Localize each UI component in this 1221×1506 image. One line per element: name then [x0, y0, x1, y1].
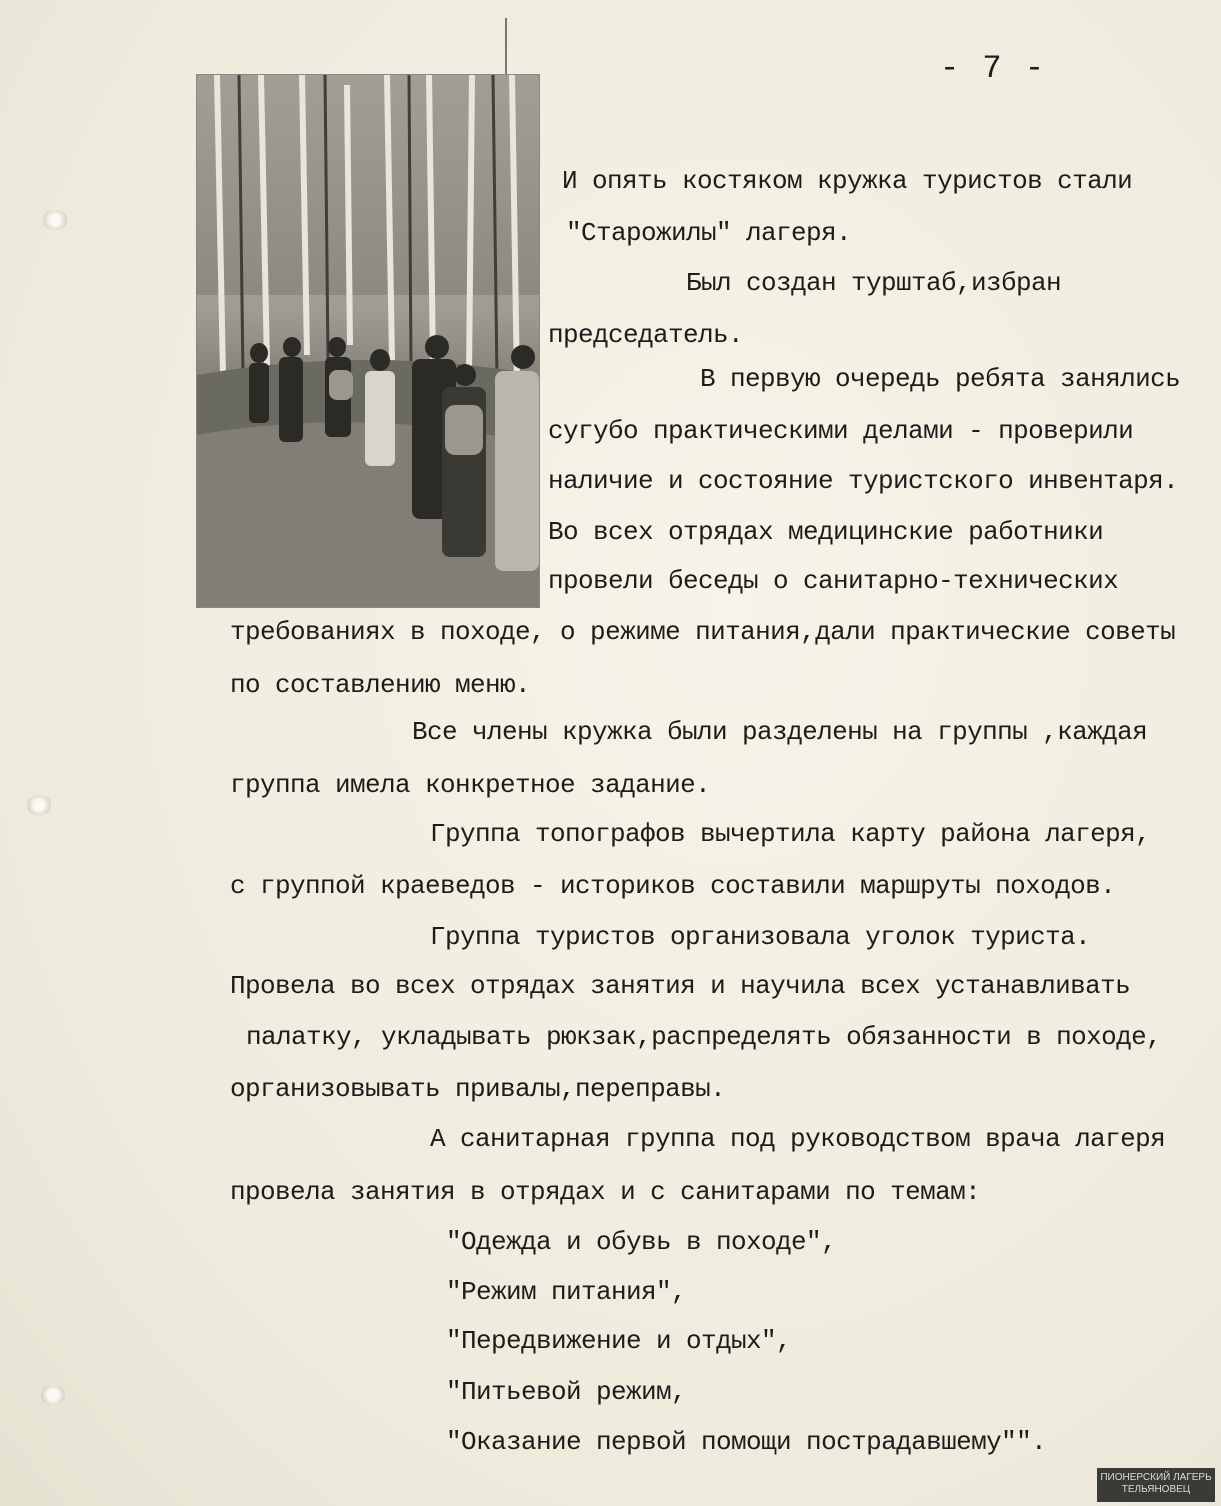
- text-line: "Питьевой режим,: [446, 1377, 687, 1407]
- stamp-line: ПИОНЕРСКИЙ ЛАГЕРЬ: [1100, 1472, 1212, 1483]
- page-number: - 7 -: [940, 50, 1047, 87]
- text-line: Все члены кружка были разделены на группы ,каждая: [412, 717, 1148, 747]
- text-line: провела занятия в отрядах и с санитарами по темам:: [230, 1177, 981, 1207]
- text-line: Во всех отрядах медицинские работники: [548, 517, 1104, 547]
- text-line: палатку, укладывать рюкзак,распределять обязанности в походе,: [246, 1022, 1162, 1052]
- text-line: "Старожилы" лагеря.: [566, 218, 852, 248]
- text-line: группа имела конкретное задание.: [230, 770, 711, 800]
- text-line: "Одежда и обувь в походе",: [446, 1227, 837, 1257]
- forest-hikers-photo: [197, 75, 539, 607]
- text-line: "Режим питания",: [446, 1277, 687, 1307]
- text-line: И опять костяком кружка туристов стали: [562, 166, 1133, 196]
- text-line: по составлению меню.: [230, 670, 531, 700]
- punch-hole: [42, 210, 68, 230]
- text-line: сугубо практическими делами - проверили: [548, 416, 1134, 446]
- text-line: Провела во всех отрядах занятия и научила всех устанавливать: [230, 971, 1131, 1001]
- archive-stamp: [1097, 1468, 1215, 1502]
- text-line: В первую очередь ребята занялись: [700, 364, 1181, 394]
- text-line: требованиях в походе, о режиме питания,дали практические советы: [230, 617, 1176, 647]
- text-line: провели беседы о санитарно-технических: [548, 566, 1119, 596]
- text-line: председатель.: [548, 320, 744, 350]
- punch-hole: [26, 795, 52, 815]
- text-line: Был создан турштаб,избран: [686, 268, 1062, 298]
- margin-mark: [505, 18, 507, 76]
- text-line: "Оказание первой помощи пострадавшему"".: [446, 1427, 1047, 1457]
- punch-hole: [40, 1385, 66, 1405]
- text-line: "Передвижение и отдых",: [446, 1326, 792, 1356]
- text-line: наличие и состояние туристского инвентаря.: [548, 466, 1179, 496]
- text-line: с группой краеведов - историков составили маршруты походов.: [230, 871, 1116, 901]
- text-line: организовывать привалы,переправы.: [230, 1074, 726, 1104]
- text-line: Группа туристов организовала уголок туриста.: [430, 922, 1091, 952]
- text-line: А санитарная группа под руководством врача лагеря: [430, 1124, 1166, 1154]
- text-line: Группа топографов вычертила карту района лагеря,: [430, 819, 1151, 849]
- stamp-line: ТЕЛЬЯНОВЕЦ: [1121, 1484, 1191, 1495]
